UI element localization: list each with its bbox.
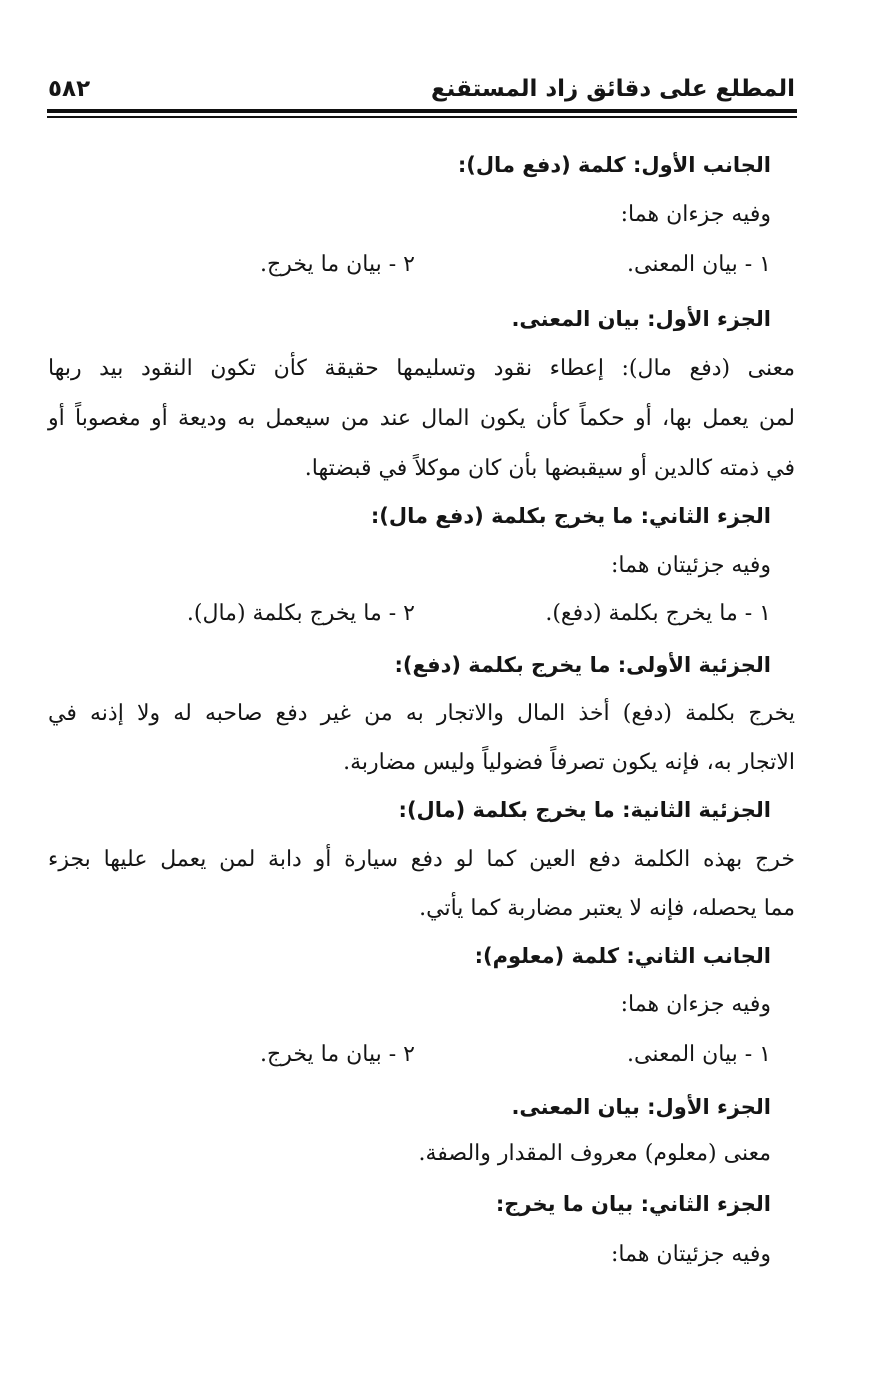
sub-heading: الجزء الثاني: ما يخرج بكلمة (دفع مال): (370, 504, 771, 528)
paragraph-line: في ذمته كالدين أو سيقبضها بأن كان موكلاً في قبضتها. (304, 456, 795, 481)
section-heading: الجانب الأول: كلمة (دفع مال): (457, 153, 771, 177)
text-line: وفيه جزءان هما: (620, 202, 771, 227)
paragraph-line: مما يحصله، فإنه لا يعتبر مضاربة كما يأتي. (419, 896, 795, 921)
sub-heading: الجزء الأول: بيان المعنى. (511, 1095, 771, 1119)
text-line: وفيه جزئيتان هما: (611, 553, 771, 578)
list-item: ١ - بيان المعنى. (627, 1042, 771, 1067)
text-line: وفيه جزئيتان هما: (611, 1242, 771, 1267)
section-heading: الجانب الثاني: كلمة (معلوم): (474, 944, 771, 968)
book-title: المطلع على دقائق زاد المستقنع (430, 76, 795, 102)
sub-heading: الجزء الثاني: بيان ما يخرج: (495, 1192, 771, 1216)
list-item: ٢ - ما يخرج بكلمة (مال). (186, 601, 415, 626)
paragraph-line: يخرج بكلمة (دفع) أخذ المال والاتجار به من غير دفع صاحبه له ولا إذنه في (48, 701, 795, 726)
running-header (48, 74, 795, 108)
paragraph-line: معنى (معلوم) معروف المقدار والصفة. (418, 1141, 771, 1166)
sub-heading: الجزئية الأولى: ما يخرج بكلمة (دفع): (394, 653, 771, 677)
paragraph-line: معنى (دفع مال): إعطاء نقود وتسليمها حقيقة كأن تكون النقود بيد ربها (48, 356, 795, 381)
sub-heading: الجزئية الثانية: ما يخرج بكلمة (مال): (398, 798, 771, 822)
list-item: ٢ - بيان ما يخرج. (260, 252, 415, 277)
list-item: ٢ - بيان ما يخرج. (260, 1042, 415, 1067)
paragraph-line: خرج بهذه الكلمة دفع العين كما لو دفع سيارة أو دابة لمن يعمل عليها بجزء (48, 847, 795, 872)
paragraph-line: الاتجار به، فإنه يكون تصرفاً فضولياً وليس مضاربة. (343, 750, 795, 775)
page-number: ٥٨٢ (48, 76, 91, 102)
sub-heading: الجزء الأول: بيان المعنى. (511, 307, 771, 331)
header-rule-thick (47, 109, 797, 113)
header-rule-thin (47, 116, 797, 118)
list-item: ١ - ما يخرج بكلمة (دفع). (545, 601, 771, 626)
list-item: ١ - بيان المعنى. (627, 252, 771, 277)
text-line: وفيه جزءان هما: (620, 992, 771, 1017)
paragraph-line: لمن يعمل بها، أو حكماً كأن يكون المال عند من سيعمل به وديعة أو مغصوباً أو (48, 406, 795, 431)
